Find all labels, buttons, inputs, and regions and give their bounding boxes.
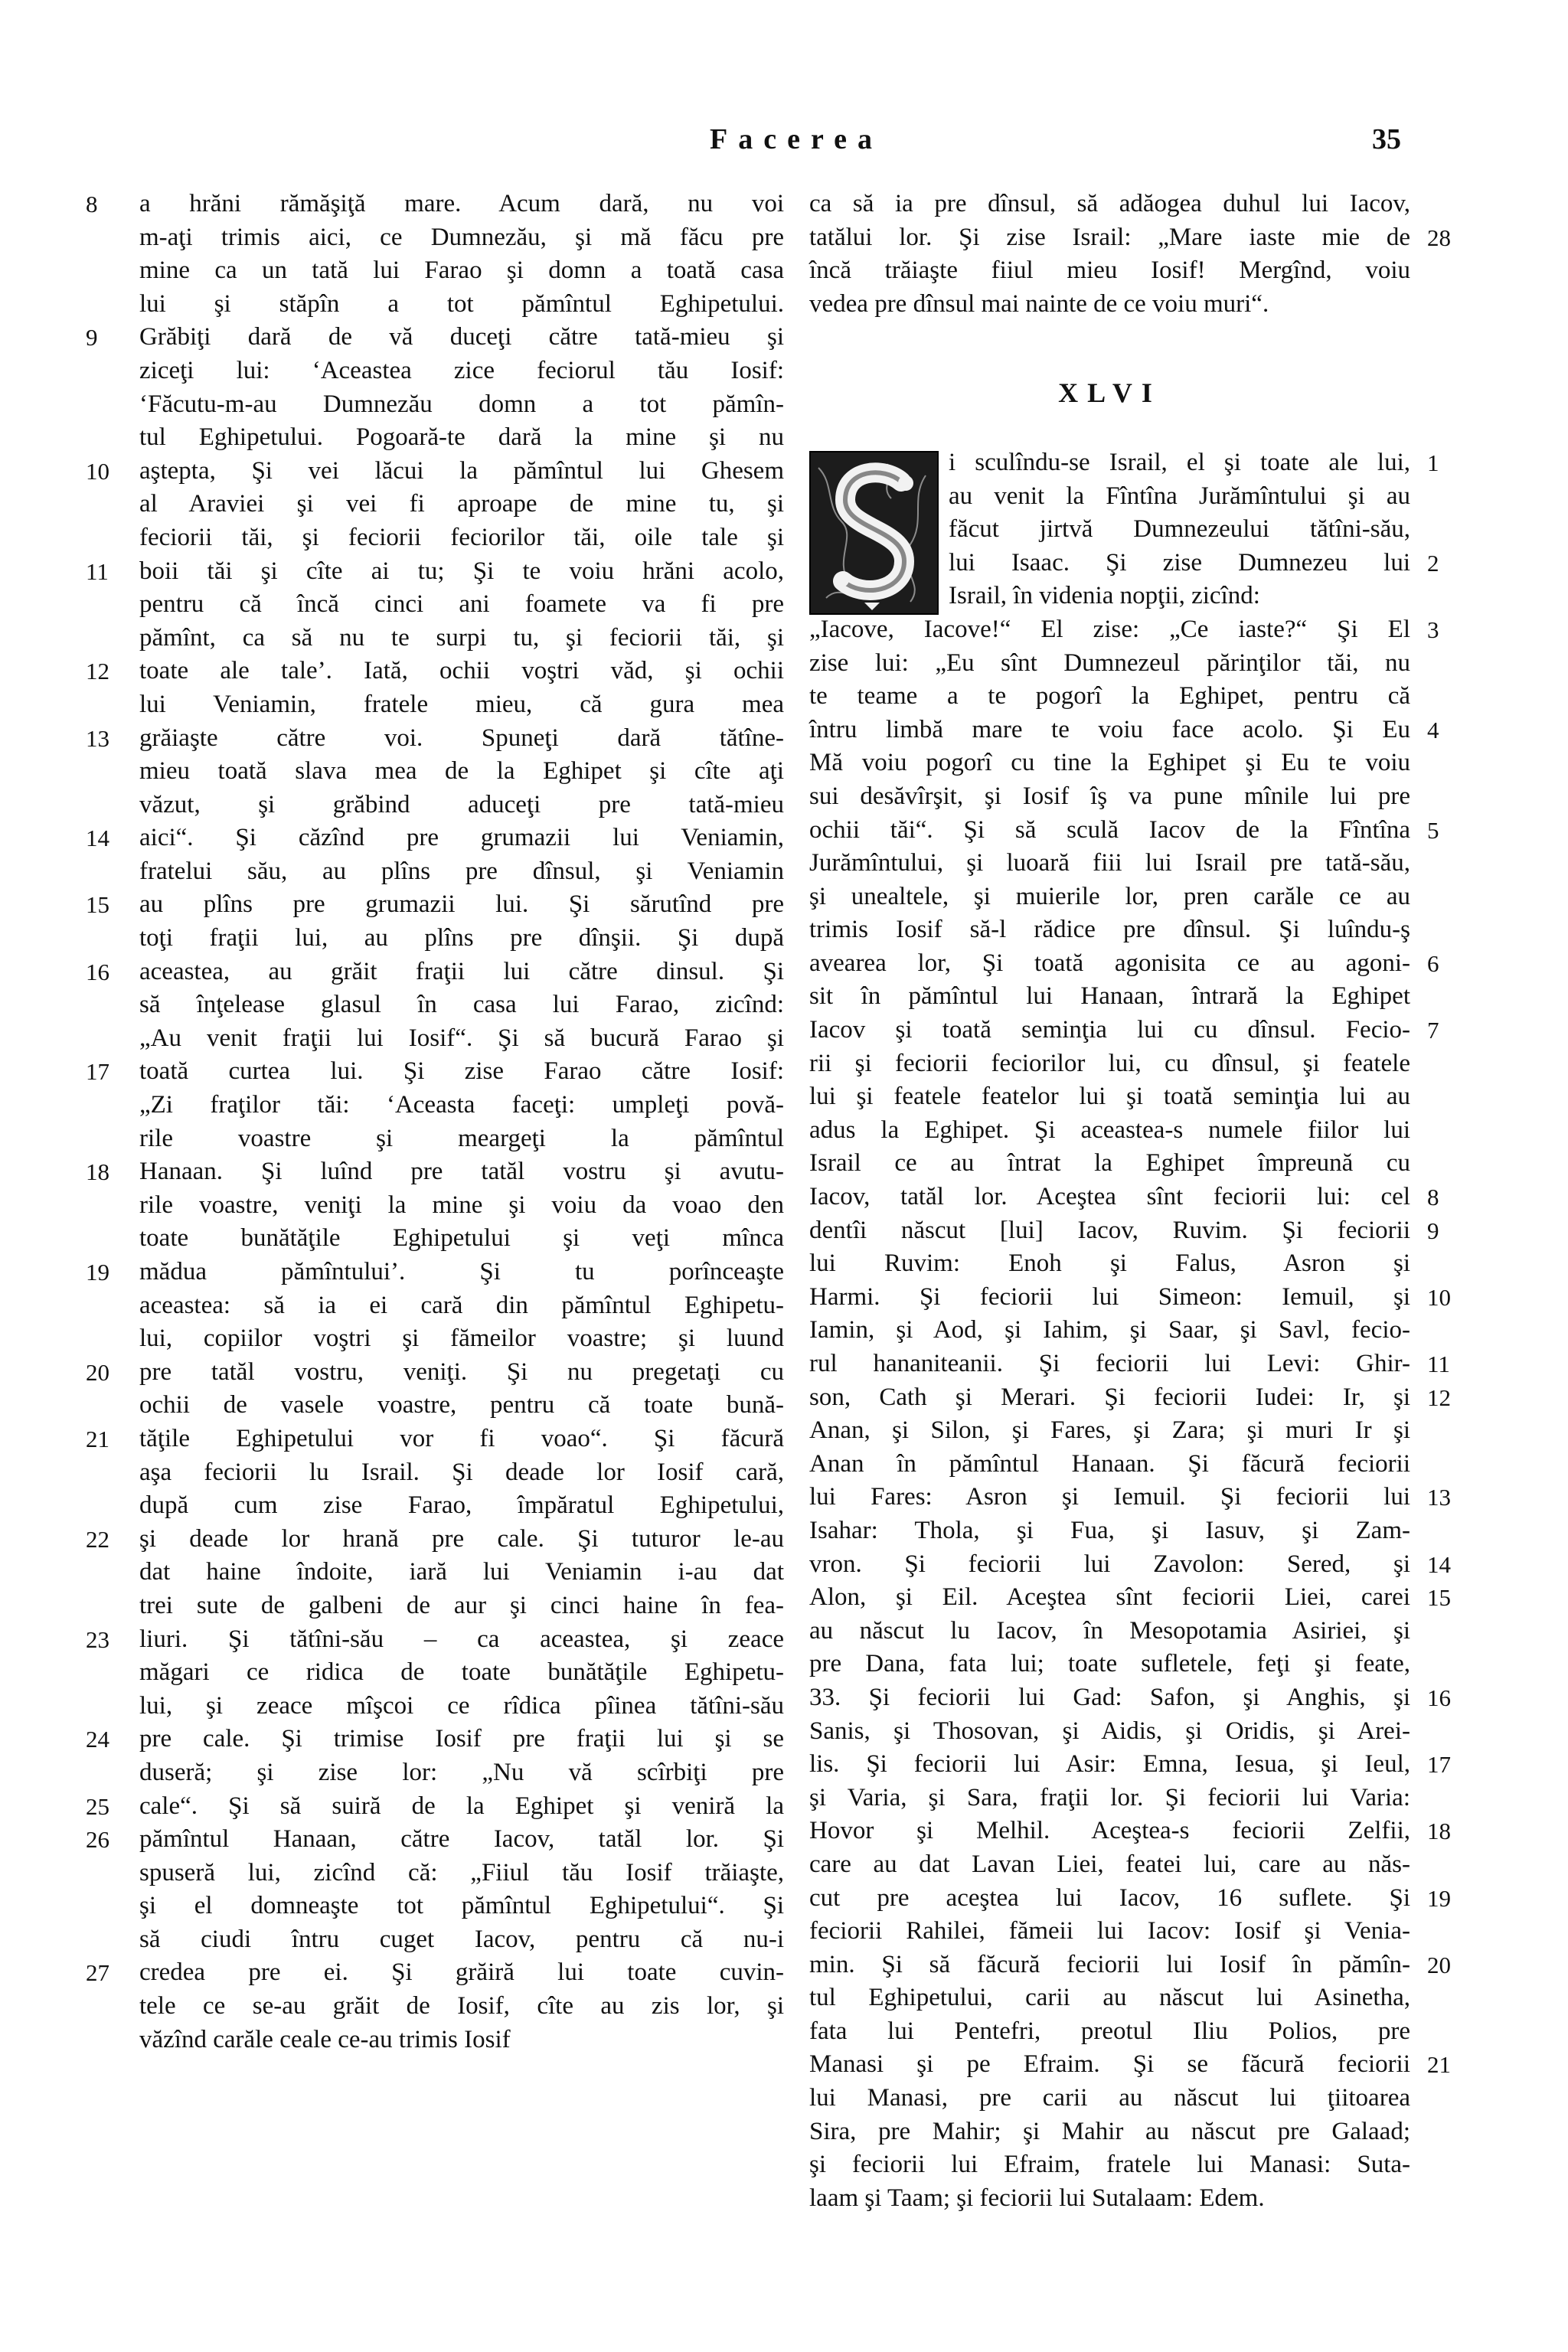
text-line: lui Veniamin, fratele mieu, că gura mea: [139, 690, 784, 718]
text-line: rul hananiteanii. Şi feciorii lui Levi: Ghir- 11: [809, 1348, 1410, 1381]
text-line: lui, copiilor voştri şi fămeilor voastre; şi luund: [139, 1325, 784, 1353]
text-line: Hovor şi Melhil. Aceştea-s feciorii Zelfii, 18: [809, 1815, 1410, 1848]
verse-number: 20: [1427, 1951, 1451, 1978]
text-line: sui desăvîrşit, şi Iosif îş va pune mînile lui pre: [809, 782, 1410, 810]
verse-number: 8: [86, 191, 98, 217]
text-line: aştepta, Şi vei lăcui la pămîntul lui Ghesem 10: [139, 455, 784, 488]
text-line: Jurămîntului, şi luoară fiii lui Israil pre tată-său,: [809, 849, 1410, 877]
text-line: şi unealtele, şi muierile lor, pren carăle ce au: [809, 882, 1410, 910]
text-line: ziceţi lui: ‘Aceastea zice feciorul tău Iosif:: [139, 356, 784, 384]
text-line: aceastea, au grăit fraţii lui către dinsul. Şi 16: [139, 956, 784, 989]
text-line: rii şi feciorii feciorilor lui, cu dînsul, şi featele: [809, 1049, 1410, 1077]
chapter-opening: [809, 446, 1439, 613]
text-line: lui Ruvim: Enoh şi Falus, Asron şi: [809, 1250, 1410, 1278]
text-line: mine ca un tată lui Farao şi domn a toată casa: [139, 256, 784, 285]
text-line: aşa feciorii lu Israil. Şi deade lor Iosif cară,: [139, 1458, 784, 1486]
text-line: feciorii tăi, şi feciorii feciorilor tăi, oile tale şi: [139, 523, 784, 551]
verse-number: 16: [1427, 1684, 1451, 1711]
text-line: tăţile Eghipetului vor fi voao“. Şi făcură 21: [139, 1423, 784, 1456]
text-line: ‘Făcutu-m-au Dumnezău domn a tot pămîn-: [139, 390, 784, 418]
right-column-top: [809, 188, 1451, 321]
text-line: „Zi fraţilor tăi: ‘Aceasta faceţi: umpleţi povă-: [139, 1091, 784, 1119]
verse-number: 10: [86, 457, 109, 485]
text-line: Mă voiu pogorî cu tine la Eghipet şi Eu te voiu: [809, 749, 1410, 777]
verse-number: 5: [1427, 816, 1439, 844]
right-column: [809, 188, 1451, 2215]
verse-number: 19: [1427, 1884, 1451, 1912]
text-line: Hanaan. Şi luînd pre tatăl vostru şi avutu- 18: [139, 1155, 784, 1189]
text-line: să ciudi întru cuget Iacov, pentru că nu-i: [139, 1925, 784, 1953]
verse-number: 18: [1427, 1818, 1451, 1845]
text-line: pămînt, ca să nu te surpi tu, şi feciorii tăi, şi: [139, 623, 784, 652]
text-line: „Au venit fraţii lui Iosif“. Şi să bucură Farao şi: [139, 1024, 784, 1052]
text-line: Iacov şi toată seminţia lui cu dînsul. Fecio- 7: [809, 1014, 1410, 1047]
text-line: cut pre aceştea lui Iacov, 16 suflete. Şi 19: [809, 1882, 1410, 1916]
text-line: lis. Şi feciorii lui Asir: Emna, Iesua, şi Ieul, 17: [809, 1748, 1410, 1782]
text-line: văzînd carăle ceale ce-au trimis Iosif: [139, 2025, 511, 2053]
text-line: Iamin, şi Aod, şi Iahim, şi Saar, şi Savl, fecio-: [809, 1316, 1410, 1344]
text-line: te teame a te pogorî la Eghipet, pentru că: [809, 682, 1410, 710]
text-line: Harmi. Şi feciorii lui Simeon: Iemuil, şi 10: [809, 1281, 1410, 1315]
text-line: şi feciorii lui Efraim, fratele lui Manasi: Suta-: [809, 2151, 1410, 2179]
verse-number: 14: [86, 825, 109, 852]
text-line: Isahar: Thola, şi Fua, şi Iasuv, şi Zam-: [809, 1516, 1410, 1544]
spacer: [809, 321, 1410, 354]
page-number: 35: [1372, 123, 1401, 155]
verse-number: 24: [86, 1726, 109, 1753]
verse-number: 13: [86, 724, 109, 752]
text-line: întru limbă mare te voiu face acolo. Şi Eu 4: [809, 714, 1410, 747]
text-line: grăiaşte către voi. Spuneţi dară tătîne- 13: [139, 722, 784, 756]
text-line: feciorii Rahilei, fămeii lui Iacov: Iosif şi Venia-: [809, 1917, 1410, 1945]
verse-number: 11: [86, 557, 109, 585]
verse-number: 10: [1427, 1283, 1451, 1311]
text-line: toate bunătăţile Eghipetului şi veţi mînca: [139, 1224, 784, 1253]
verse-number: 15: [1427, 1584, 1451, 1612]
verse-number: 9: [86, 324, 98, 351]
left-column: [86, 188, 784, 2056]
verse-number: 19: [86, 1259, 109, 1285]
text-line: dentîi născut [lui] Iacov, Ruvim. Şi feciorii 9: [809, 1214, 1410, 1248]
text-line: Sira, pre Mahir; şi Mahir au născut pre Galaad;: [809, 2117, 1410, 2145]
verse-number: 14: [1427, 1550, 1451, 1578]
text-line: făcut jirtvă Dumnezeului tătîni-său,: [949, 515, 1410, 544]
text-line: au plîns pre grumazii lui. Şi sărutînd pre 15: [139, 888, 784, 922]
text-line: şi deade lor hrană pre cale. Şi tuturor le-au 22: [139, 1523, 784, 1557]
text-line: rile voastre şi meargeţi la pămîntul: [139, 1124, 784, 1152]
text-line: „Iacove, Iacove!“ El zise: „Ce iaste?“ Şi El 3: [809, 613, 1410, 647]
drop-cap-ornament: [809, 451, 939, 615]
text-line: a hrăni rămăşiţă mare. Acum dară, nu voi 8: [139, 188, 784, 221]
text-line: lui Isaac. Şi zise Dumnezeu lui 2: [949, 547, 1410, 580]
text-line: zise lui: „Eu sînt Dumnezeul părinţilor tăi, nu: [809, 648, 1410, 677]
verse-number: 18: [86, 1158, 109, 1186]
verse-number: 8: [1427, 1184, 1439, 1211]
text-line: trimis Iosif să-l rădice pre dînsul. Şi luîndu-ş: [809, 916, 1410, 944]
text-line: toată curtea lui. Şi zise Farao către Iosif: 17: [139, 1055, 784, 1089]
text-line: tul Eghipetului, carii au născut lui Asinetha,: [809, 1984, 1410, 2012]
text-line: ca să ia pre dînsul, să adăogea duhul lui Iacov,: [809, 190, 1410, 217]
text-line: şi Varia, şi Sara, fraţii lor. Şi feciorii lui Varia:: [809, 1783, 1410, 1811]
verse-number: 26: [86, 1826, 109, 1854]
text-line: tul Eghipetului. Pogoară-te dară la mine şi nu: [139, 423, 784, 452]
text-line: măduа pămîntului’. Şi tu porînceaşte 19: [139, 1256, 784, 1289]
text-line: încă trăiaşte fiiul mieu Iosif! Mergînd, voiu: [809, 256, 1410, 285]
text-line: 33. Şi feciorii lui Gad: Safon, şi Anghis, şi 16: [809, 1681, 1410, 1715]
text-line: pentru că încă cinci ani foamete va fi pre: [139, 590, 784, 619]
verse-number: 21: [1427, 2051, 1451, 2079]
text-line: min. Şi să făcură feciorii lui Iosif în pămîn- 20: [809, 1949, 1410, 1982]
text-line: Anan, şi Silon, şi Fares, şi Zara; şi muri Ir şi: [809, 1416, 1410, 1445]
text-line: fratelui său, au plîns pre dînsul, şi Veniamin: [139, 857, 784, 885]
text-line: au născut lu Iacov, în Mesopotamia Asiriei, şi: [809, 1616, 1410, 1645]
text-line: rile voastre, veniţi la mine şi voiu da voao den: [139, 1191, 784, 1219]
verse-number: 9: [1427, 1217, 1439, 1244]
text-line: vedea pre dînsul mai nainte de ce voiu muri“.: [809, 289, 1269, 318]
text-line: vron. Şi feciorii lui Zavolon: Sered, şi 14: [809, 1548, 1410, 1582]
text-line: laam şi Taam; şi feciorii lui Sutalaam: Edem.: [809, 2184, 1265, 2212]
verse-number: 7: [1427, 1017, 1439, 1044]
verse-number: 28: [1427, 224, 1451, 251]
text-line: adus la Eghipet. Şi aceastea-s numele fiilor lui: [809, 1116, 1410, 1144]
text-line: toţi fraţii lui, au plîns pre dînşii. Şi după: [139, 924, 784, 952]
verse-number: 12: [86, 658, 109, 685]
text-line: Sanis, şi Thosovan, şi Aidis, şi Oridis, şi Arei-: [809, 1717, 1410, 1745]
verse-number: 6: [1427, 949, 1439, 977]
text-line: pre Dana, fata lui; toate sufletele, feţi şi feate,: [809, 1650, 1410, 1678]
text-line: avearea lor, Şi toată agonisita ce au agoni- 6: [809, 947, 1410, 981]
text-line: spuseră lui, zicînd că: „Fiiul tău Iosif trăiaşte,: [139, 1858, 784, 1886]
text-line: şi el domneaşte tot pămîntul Eghipetului“. Şi: [139, 1892, 784, 1920]
text-line: pre tatăl vostru, veniţi. Şi nu pregetaţi cu 20: [139, 1356, 784, 1390]
text-line: boii tăi şi cîte ai tu; Şi te voiu hrăni acolo, 11: [139, 555, 784, 589]
text-line: dat haine îndoite, iară lui Veniamin i-au dat: [139, 1558, 784, 1586]
verse-number: 22: [86, 1525, 109, 1553]
verse-number: 15: [86, 891, 109, 919]
text-line: tele ce se-au grăit de Iosif, cîte au zis lor, şi: [139, 1992, 784, 2020]
text-line: credea pre ei. Şi grăiră lui toate cuvin- 27: [139, 1956, 784, 1990]
text-line: mieu toată slava mea de la Eghipet şi cîte aţi: [139, 757, 784, 786]
verse-number: 1: [1427, 449, 1439, 476]
text-line: lui şi featele featelor lui şi toată seminţia lui au: [809, 1083, 1410, 1111]
text-line: toate ale tale’. Iată, ochii voştri văd, şi ochii 12: [139, 655, 784, 688]
text-line: lui Fares: Asron şi Iemuil. Şi feciorii lui 13: [809, 1481, 1410, 1514]
text-line: cale“. Şi să suiră de la Eghipet şi veniră la 25: [139, 1790, 784, 1824]
text-line: să înţelease glasul în casa lui Farao, zicînd:: [139, 991, 784, 1019]
text-line: pre cale. Şi trimise Iosif pre fraţii lui şi se 24: [139, 1723, 784, 1756]
verse-number: 17: [86, 1058, 109, 1086]
right-column-body: [809, 613, 1451, 2216]
text-line: trei sute de galbeni de aur şi cinci haine în fea-: [139, 1591, 784, 1619]
verse-number: 4: [1427, 716, 1439, 743]
verse-number: 23: [86, 1625, 109, 1653]
verse-number: 3: [1427, 616, 1439, 643]
text-line: Anan în pămîntul Hanaan. Şi făcură feciorii: [809, 1449, 1410, 1478]
text-line: ochii tăi“. Şi să sculă Iacov de la Fîntîna 5: [809, 814, 1410, 848]
drop-cap-s-icon: [811, 452, 937, 613]
text-line: au venit la Fîntîna Jurămîntului şi au: [949, 482, 1410, 510]
text-line: pămîntul Hanaan, către Iacov, tatăl lor. Şi 26: [139, 1823, 784, 1857]
verse-number: 25: [86, 1792, 109, 1820]
text-line: Manasi şi pe Efraim. Şi se făcură feciorii 21: [809, 2048, 1410, 2082]
verse-number: 12: [1427, 1383, 1451, 1411]
text-line: după cum zise Farao, împăratul Eghipetului,: [139, 1491, 784, 1520]
text-line: aceastea: să ia ei cară din pămîntul Eghipetu-: [139, 1291, 784, 1319]
text-line: liuri. Şi tătîni-său – ca aceastea, şi zeace 23: [139, 1623, 784, 1657]
verse-number: 16: [86, 958, 109, 985]
verse-number: 17: [1427, 1751, 1451, 1779]
text-line: duseră; şi zise lor: „Nu vă scîrbiţi pre: [139, 1758, 784, 1786]
text-line: Alon, şi Eil. Aceştea sînt feciorii Liei, carei 15: [809, 1581, 1410, 1615]
text-line: m-aţi trimis aici, ce Dumnezău, şi mă făcu pre: [139, 223, 784, 251]
verse-number: 13: [1427, 1484, 1451, 1511]
chapter-heading: XLVI: [1058, 377, 1161, 408]
verse-number: 27: [86, 1959, 109, 1987]
text-line: văzut, şi grăbind aduceţi pre tată-mieu: [139, 790, 784, 818]
text-line: fata lui Pentefri, preotul Iliu Polios, pre: [809, 2017, 1410, 2045]
text-line: aici“. Şi căzînd pre grumazii lui Veniamin, 14: [139, 822, 784, 855]
text-line: sit în pămîntul lui Hanaan, întrară la Eghipet: [809, 982, 1410, 1011]
text-line: lui Manasi, pre carii au născut lui ţiitoarea: [809, 2084, 1410, 2112]
text-line: al Araviei şi vei fi aproape de mine tu, şi: [139, 490, 784, 518]
verse-number: 20: [86, 1358, 109, 1386]
text-line: lui, şi zeace mîşcoi ce rîdica pîinea tătîni-său: [139, 1691, 784, 1720]
text-line: care au dat Lavan Liei, featei lui, care au năs-: [809, 1850, 1410, 1878]
verse-number: 2: [1427, 549, 1439, 577]
text-line: son, Cath şi Merari. Şi feciorii Iudei: Ir, şi 12: [809, 1381, 1410, 1415]
text-line: ochii de vasele voastre, pentru că toate bună-: [139, 1391, 784, 1419]
text-line: Israil ce au întrat la Eghipet împreună cu: [809, 1149, 1410, 1178]
text-line: Iacov, tatăl lor. Aceştea sînt feciorii lui: cel 8: [809, 1181, 1410, 1214]
text-line: tatălui lor. Şi zise Israil: „Mare iaste mie de 28: [809, 221, 1410, 255]
text-line: măgari ce ridica de toate bunătăţile Eghipetu-: [139, 1658, 784, 1687]
verse-number: 21: [86, 1425, 109, 1452]
running-header-title: Facerea: [710, 123, 883, 155]
text-line: Israil, în videnia nopţii, zicînd:: [949, 582, 1260, 610]
text-line: Grăbiţi dară de vă duceţi către tată-mieu şi 9: [139, 321, 784, 354]
verse-number: 11: [1427, 1351, 1450, 1377]
text-line: i sculîndu-se Israil, el şi toate ale lui, 1: [949, 446, 1410, 480]
text-line: lui şi stăpîn a tot pămîntul Eghipetului.: [139, 289, 784, 318]
